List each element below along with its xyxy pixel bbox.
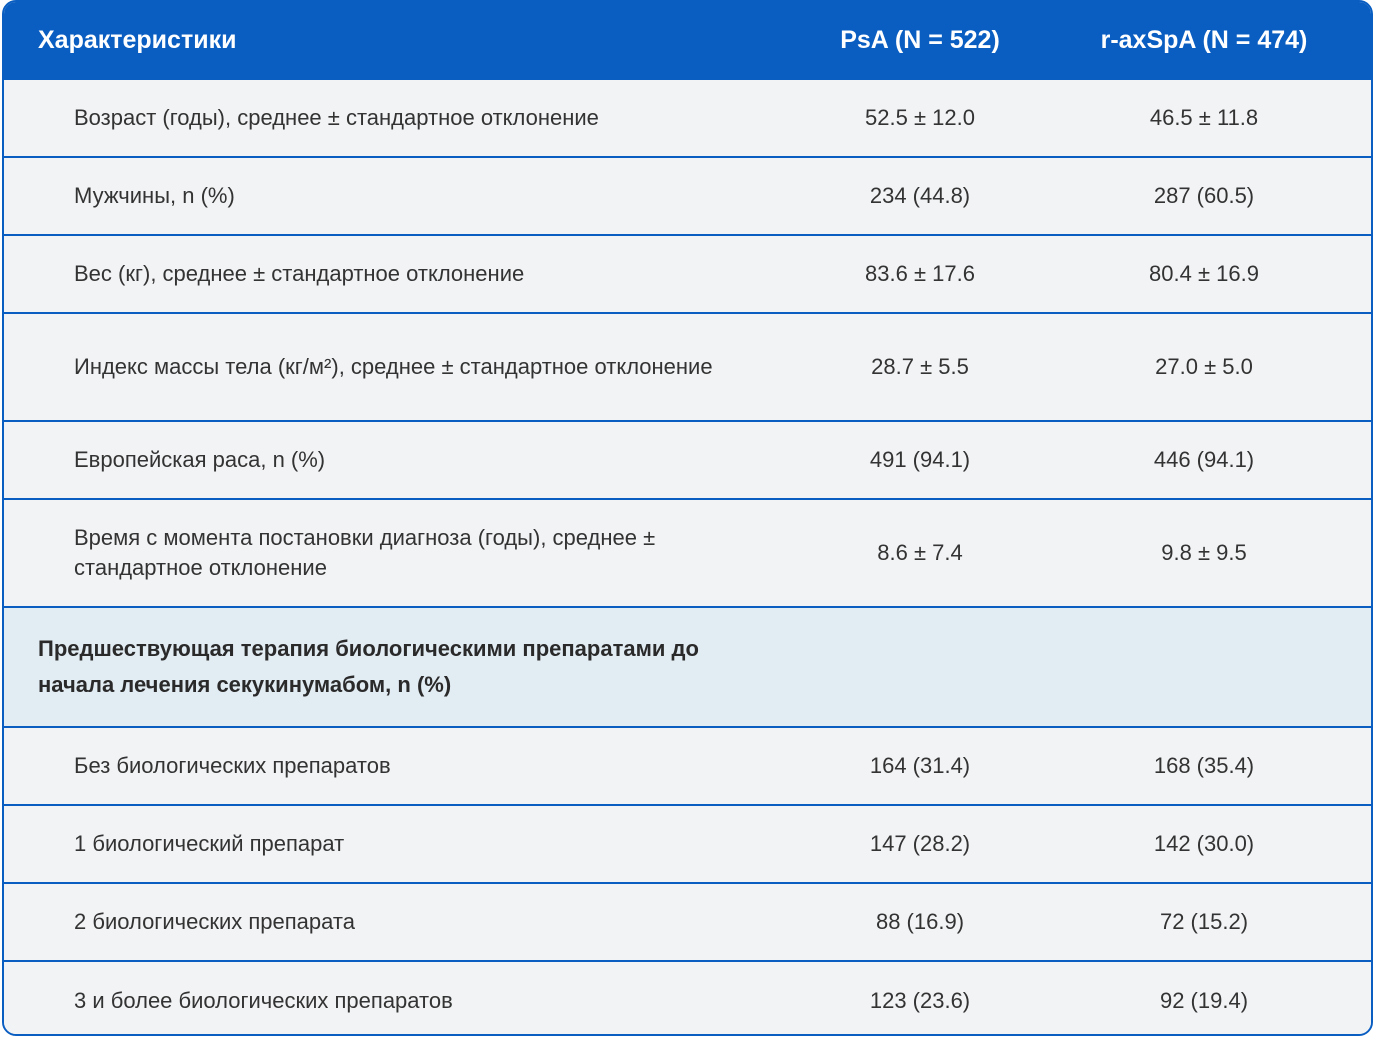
row-psa-value: 88 (16.9) xyxy=(875,909,965,934)
header-characteristics: Характеристики xyxy=(38,25,237,54)
table-row-no-biologics xyxy=(4,728,1371,806)
row-raxspa-value: 72 (15.2) xyxy=(1159,909,1249,934)
table-row-male xyxy=(4,158,1371,236)
row-raxspa-value: 168 (35.4) xyxy=(1153,753,1255,778)
row-psa-value: 8.6 ± 7.4 xyxy=(877,540,963,565)
row-label: Без биологических препаратов xyxy=(74,753,391,778)
row-raxspa-value: 92 (19.4) xyxy=(1159,988,1249,1013)
row-label: 1 биологический препарат xyxy=(74,831,345,856)
table-row-age xyxy=(4,80,1371,158)
row-raxspa-value: 446 (94.1) xyxy=(1153,447,1255,472)
row-psa-value: 234 (44.8) xyxy=(869,183,971,208)
row-raxspa-value: 46.5 ± 11.8 xyxy=(1149,105,1259,130)
table-row-one-biologic xyxy=(4,806,1371,884)
row-psa-value: 147 (28.2) xyxy=(869,831,971,856)
characteristics-table xyxy=(2,0,1373,1036)
row-raxspa-value: 142 (30.0) xyxy=(1153,831,1255,856)
header-psa: PsA (N = 522) xyxy=(840,25,1000,54)
table-row-two-biologics xyxy=(4,884,1371,962)
row-raxspa-value: 27.0 ± 5.0 xyxy=(1155,354,1253,379)
section-title: Предшествующая терапия биологическими препаратами до начала лечения секукинумабом, n (%) xyxy=(38,636,699,697)
row-psa-value: 164 (31.4) xyxy=(869,753,971,778)
row-psa-value: 83.6 ± 17.6 xyxy=(865,261,975,286)
header-raxspa: r-axSpA (N = 474) xyxy=(1100,25,1308,54)
table-row-weight xyxy=(4,236,1371,314)
row-label: Индекс массы тела (кг/м²), среднее ± стандартное отклонение xyxy=(74,354,713,379)
row-raxspa-value: 9.8 ± 9.5 xyxy=(1161,540,1247,565)
row-psa-value: 491 (94.1) xyxy=(869,447,971,472)
table-row-bmi xyxy=(4,314,1371,422)
row-psa-value: 123 (23.6) xyxy=(869,988,971,1013)
row-label: Мужчины, n (%) xyxy=(74,183,235,208)
row-label: Европейская раса, n (%) xyxy=(74,447,326,472)
table-row-diagnosis-time xyxy=(4,500,1371,608)
row-psa-value: 52.5 ± 12.0 xyxy=(865,105,975,130)
row-label: Вес (кг), среднее ± стандартное отклонение xyxy=(74,261,525,286)
row-label: Возраст (годы), среднее ± стандартное отклонение xyxy=(74,105,599,130)
section-header-prior-therapy xyxy=(4,608,1371,728)
row-label: 3 и более биологических препаратов xyxy=(74,988,453,1013)
table-header xyxy=(4,2,1371,80)
table-row-race xyxy=(4,422,1371,500)
row-raxspa-value: 287 (60.5) xyxy=(1153,183,1255,208)
row-label: 2 биологических препарата xyxy=(74,909,355,934)
row-psa-value: 28.7 ± 5.5 xyxy=(871,354,969,379)
table-row-three-plus-biologics xyxy=(4,962,1371,1036)
row-label: Время с момента постановки диагноза (годы), среднее ± стандартное отклонение xyxy=(74,525,656,580)
row-raxspa-value: 80.4 ± 16.9 xyxy=(1149,261,1259,286)
